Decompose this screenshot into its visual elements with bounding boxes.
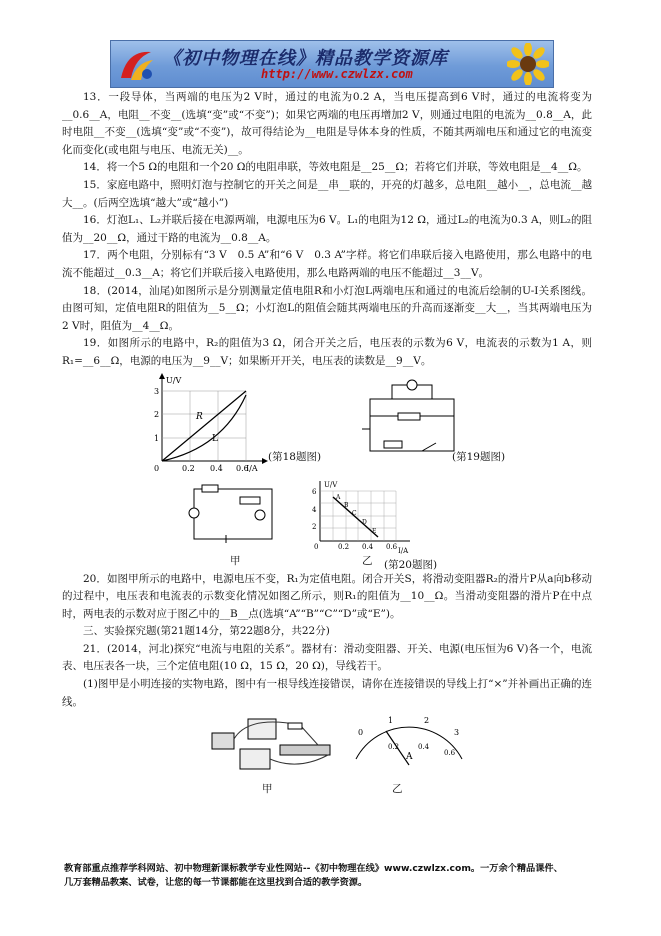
figure-19-circuit [362,379,462,459]
figure-row-18-19 [62,371,592,479]
dial-tick: 0.6 [444,749,456,758]
x-tick: 0.4 [210,463,223,473]
resistor-r2 [398,413,420,420]
meter-unit-label: A [406,752,413,763]
resistor-icon [288,723,302,729]
figure-21-physical-circuit [208,715,338,777]
banner-title: 《初中物理在线》精品教学资源库 [163,48,448,69]
caption-jia-21: 甲 [262,783,273,796]
dial-tick: 0.2 [388,743,400,752]
y-tick: 4 [312,505,317,514]
figure-21-ammeter-dial [344,713,474,773]
resistor-r1 [384,441,402,448]
x-tick: 0.4 [362,542,374,551]
battery-icon [212,733,234,749]
figure-row-21 [62,711,592,796]
dial-tick: 3 [454,728,460,738]
banner-url[interactable]: http://www.czwlzx.com [261,67,413,81]
y-tick: 3 [154,386,160,396]
resistor-r1 [202,485,218,492]
ammeter-icon [240,749,270,769]
voltmeter-icon [255,510,265,520]
figure-18-graph [142,373,272,473]
point-label: D [362,518,367,526]
footer-line-2: 几万套精品教案、试卷，让您的每一节课都能在这里找到合适的教学资源。 [64,877,368,888]
document-body [62,89,592,796]
line-r [162,391,246,461]
x-tick: 0.6 [236,463,249,473]
y-axis-label: U/V [324,480,338,489]
y-tick: 1 [154,433,160,443]
voltmeter-icon [407,380,417,390]
x-axis-label: I/A [246,463,258,473]
question-14: 14．将一个5 Ω的电阻和一个20 Ω的电阻串联，等效电阻是__25__Ω；若将它们并联，等效电阻是__4__Ω。 [83,161,588,174]
dial-tick: 0 [358,728,364,738]
x-axis-label: I/A [398,546,409,555]
point-label: E [372,527,377,535]
rheostat-r2 [240,497,260,504]
page-footer [64,862,604,890]
question-15: 15．家庭电路中，照明灯泡与控制它的开关之间是__串__联的，开亮的灯越多，总电阻__越小__，总电流__越大__。(后两空选填“越大”或“越小”) [62,178,592,209]
point-label: B [344,501,349,509]
rheostat-icon [280,745,330,755]
x-tick: 0 [314,542,319,551]
footer-line-1: 教育部重点推荐学科网站、初中物理新课标教学专业性网站--《初中物理在线》www.czwlzx.com。一万余个精品课件、 [64,863,563,874]
question-18: 18．(2014，汕尾)如图所示是分别测量定值电阻R和小灯泡L两端电压和通过的电流后绘制的U-I关系图线。由图可知，定值电阻R的阻值为__5__Ω；小灯泡L的阻值会随其两端电压的升高而逐渐变__大__，当其两端电压为2 V时，阻值为__4__Ω。 [62,284,592,332]
dial-tick: 2 [424,716,430,726]
x-tick: 0 [154,463,160,473]
sunflower-icon [507,43,549,85]
question-17: 17．两个电阻，分别标有“3 V 0.5 A”和“6 V 0.3 A”字样。将它们串联后接入电路使用，那么电路中的电流不能超过__0.3__A；将它们并联后接入电路使用，那么电路两端的电压不能超过__3__V。 [62,249,592,279]
question-21-part-1: (1)图甲是小明连接的实物电路，图中有一根导线连接错误，请你在连接错误的导线上打“×”并补画出正确的连线。 [62,678,592,708]
figure-20-graph [306,477,416,557]
y-axis-label: U/V [166,375,182,385]
point-label: A [336,493,341,501]
y-tick: 2 [312,522,317,531]
figure-20-circuit [188,479,278,549]
question-13: 13．一段导体，当两端的电压为2 V时，通过的电流为0.2 A，当电压提高到6 V时，通过的电流将变为__0.6__A，电阻__不变__(选填“变”或“不变”)；如果它两端的电压再增加2 V，则通过电阻的电流为__0.8__A，此时电阻__不变__(选填“变”或“不变”)，故可得结论为__电阻是导体本身的性质，不随其两端电压和通过它的电流变化而变化(或电阻与电压、电流无关)__。 [62,91,592,156]
question-20: 20．如图甲所示的电路中，电源电压不变，R₁为定值电阻。闭合开关S，将滑动变阻器R₂的滑片P从a向b移动的过程中，电压表和电流表的示数变化情况如图乙所示，则R₁的阻值为__10__Ω。当滑动变阻器的滑片P在中点时，两电表的示数对应于图乙中的__B__点(选填“A”“B”“C”“D”或“E”)。 [62,572,592,620]
dial-tick: 1 [388,716,394,726]
ammeter-icon [189,508,199,518]
question-21: 21．(2014，河北)探究“电流与电阻的关系”。器材有：滑动变阻器、开关、电源(电压恒为6 V)各一个，电流表、电压表各一块，三个定值电阻(10 Ω，15 Ω，20 Ω)，导线若干。 [62,642,592,673]
x-tick: 0.2 [338,542,350,551]
section-heading: 三、实验探究题(第21题14分，第22题8分，共22分) [83,625,330,638]
dial-tick: 0.4 [418,743,430,752]
caption-fig20: (第20题图) [384,558,438,571]
switch-icon [422,443,436,451]
question-19: 19．如图所示的电路中，R₂的阻值为3 Ω，闭合开关之后，电压表的示数为6 V，电流表的示数为1 A，则R₁=__6__Ω，电源的电压为__9__V；如果断开开关，电压表的读数是__9__V。 [62,337,592,367]
label-r: R [196,411,203,422]
y-tick: 2 [154,409,160,419]
caption-yi-21: 乙 [392,783,403,796]
caption-yi: 乙 [362,554,373,567]
point-label: C [352,509,357,517]
header-banner [110,40,554,88]
site-logo-icon [117,44,157,84]
x-tick: 0.6 [386,542,398,551]
caption-fig19: (第19题图) [452,450,506,463]
caption-fig18: (第18题图) [268,450,322,463]
figure-row-20 [62,479,592,571]
question-16: 16．灯泡L₁、L₂并联后接在电源两端，电源电压为6 V。L₁的电阻为12 Ω，通过L₂的电流为0.3 A，则L₂的阻值为__20__Ω，通过干路的电流为__0.8__A。 [62,214,592,244]
y-tick: 6 [312,487,317,496]
x-tick: 0.2 [182,463,195,473]
caption-jia: 甲 [230,554,241,567]
label-l: L [212,433,218,444]
